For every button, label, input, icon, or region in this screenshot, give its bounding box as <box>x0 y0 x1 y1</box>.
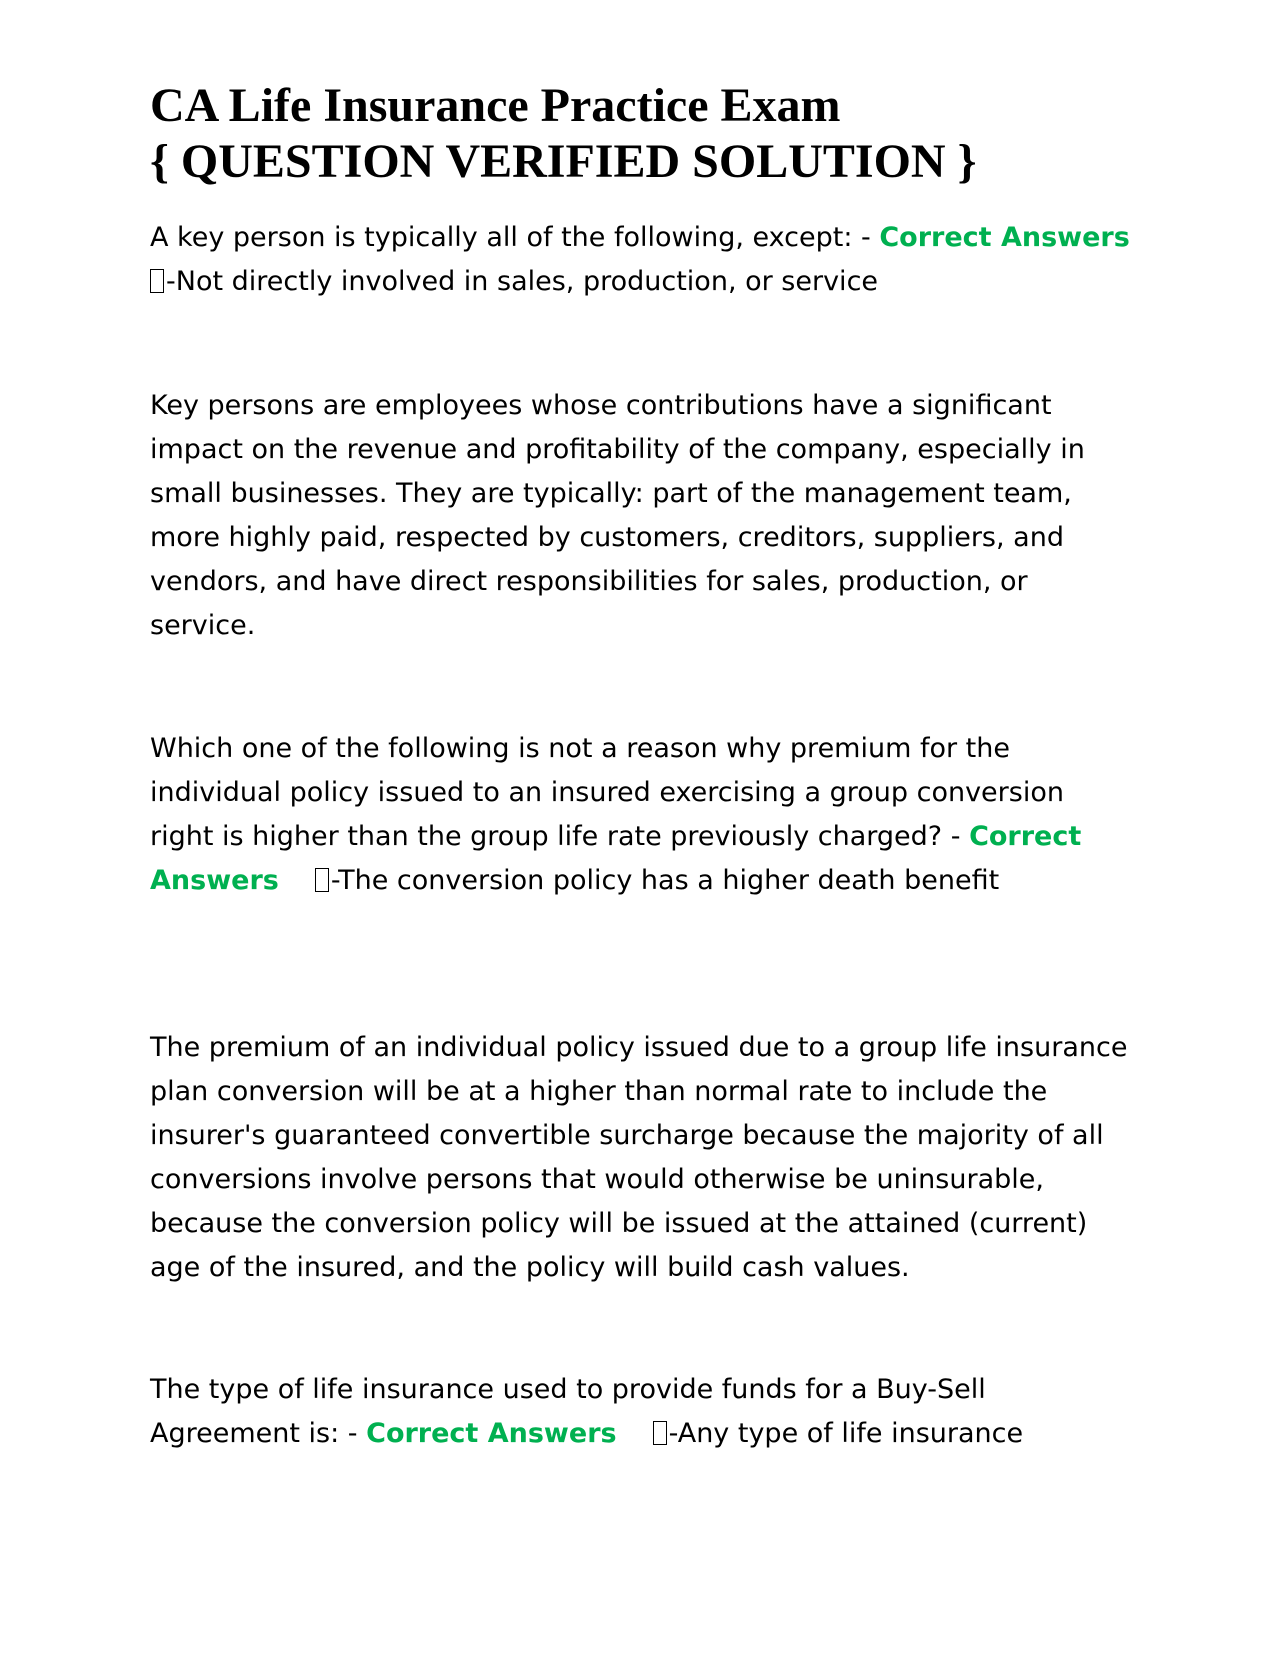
question-3-line-2-text: Agreement is: - <box>150 1418 358 1449</box>
question-3-line-2 <box>150 1412 1150 1456</box>
question-1 <box>150 216 1150 304</box>
question-1-line-1 <box>150 216 1150 260</box>
question-1-text: A key person is typically all of the following, except: - <box>150 222 871 253</box>
explanation-1-line: service. <box>150 610 256 641</box>
question-2 <box>150 727 1150 903</box>
explanation-1-line: Key persons are employees whose contributions have a significant <box>150 390 1052 421</box>
question-2-line: individual policy issued to an insured exercising a group conversion <box>150 777 1064 808</box>
explanation-2-line: conversions involve persons that would otherwise be uninsurable, <box>150 1164 1044 1195</box>
explanation-2-line: insurer's guaranteed convertible surcharge because the majority of all <box>150 1120 1104 1151</box>
correct-answers-label: Correct Answers <box>366 1418 617 1449</box>
question-2-line: Which one of the following is not a reason why premium for the <box>150 733 1010 764</box>
explanation-2 <box>150 1026 1150 1290</box>
title-line-2: { QUESTION VERIFIED SOLUTION } <box>150 135 977 188</box>
explanation-1-line: more highly paid, respected by customers, creditors, suppliers, and <box>150 522 1064 553</box>
answer-2-text: -The conversion policy has a higher death benefit <box>330 865 1000 896</box>
explanation-1-line: vendors, and have direct responsibilities for sales, production, or <box>150 566 1028 597</box>
correct-answers-label: Correct Answers <box>879 222 1130 253</box>
question-2-line-3-text: right is higher than the group life rate previously charged? - <box>150 821 961 852</box>
question-3-line-1: The type of life insurance used to provide funds for a Buy-Sell <box>150 1374 986 1405</box>
correct-answers-label-part2: Answers <box>150 865 279 896</box>
answer-1-text: -Not directly involved in sales, production, or service <box>166 266 879 297</box>
missing-glyph-icon <box>653 1421 667 1445</box>
explanation-2-line: plan conversion will be at a higher than normal rate to include the <box>150 1076 1048 1107</box>
question-2-line-4 <box>150 859 1150 903</box>
explanation-1 <box>150 384 1150 648</box>
question-2-line <box>150 815 1150 859</box>
correct-answers-label-part1: Correct <box>969 821 1082 852</box>
explanation-1-line: small businesses. They are typically: part of the management team, <box>150 478 1072 509</box>
missing-glyph-icon <box>315 868 329 892</box>
title-line-1: CA Life Insurance Practice Exam <box>150 79 841 132</box>
question-3 <box>150 1368 1150 1456</box>
explanation-1-line: impact on the revenue and profitability of the company, especially in <box>150 434 1085 465</box>
question-1-line-2 <box>150 260 1150 304</box>
document-title <box>150 78 976 190</box>
answer-3-text: -Any type of life insurance <box>668 1418 1024 1449</box>
explanation-2-line: age of the insured, and the policy will build cash values. <box>150 1252 910 1283</box>
explanation-2-line: The premium of an individual policy issued due to a group life insurance <box>150 1032 1128 1063</box>
explanation-2-line: because the conversion policy will be issued at the attained (current) <box>150 1208 1088 1239</box>
missing-glyph-icon <box>150 269 164 293</box>
